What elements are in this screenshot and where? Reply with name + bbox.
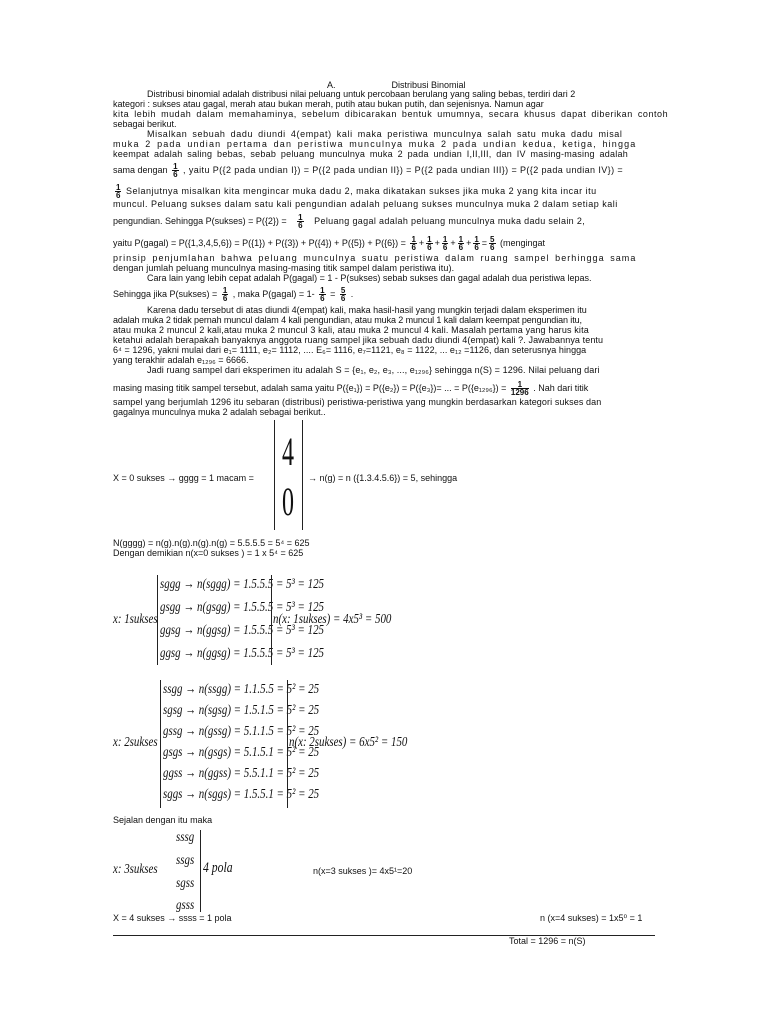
x3-row: sssg	[176, 830, 195, 845]
matrix-right-bracket	[302, 420, 303, 530]
para4-line3: atau muka 2 muncul 2 kali,atau muka 2 muncul 3 kali, atau muka 2 muncul 4 kali. Masalah pertama yang harus kita	[113, 325, 589, 335]
para3-line1: prinsip penjumlahan bahwa peluang munculnya suatu peristiwa dalam ruang sampel berhingga sama	[113, 253, 637, 263]
x1-label: x: 1sukses	[113, 612, 158, 627]
line-sejalan: Sejalan dengan itu maka	[113, 815, 213, 825]
x1-row: ggsg → n(ggsg) = 1.5.5.5 = 5³ = 125	[160, 646, 325, 661]
fraction-one-over-1296: $\frac{1}{1296}$	[510, 380, 529, 397]
para2-line2: muka 2 pada undian pertama dan peristiwa munculnya muka 2 pada undian kedua, ketiga, hingga	[113, 139, 637, 149]
fraction-five-sixths: $\frac{5}{6}$	[490, 235, 495, 252]
line-sehingga: Sehingga jika P(sukses) = $\frac{1}{6}$ , maka P(gagal) = 1- $\frac{1}{6}$ = $\frac{5}{6}$ .	[113, 286, 354, 303]
fraction-one-sixth: $\frac{1}{6}$	[116, 183, 121, 200]
x4-result: n (x=4 sukses) = 1x5⁰ = 1	[540, 913, 643, 923]
line-muncul: muncul. Peluang sukses dalam satu kali pengundian adalah peluang sukses munculnya muka 2 dalam setiap kali	[113, 199, 618, 209]
x3-right-bracket	[200, 830, 201, 912]
para4-line2: adalah muka 2 tidak pernah muncul dalam 4 kali pengundian, atau muka 2 muncul 1 kali dalam keempat pengundian itu,	[113, 315, 582, 325]
x2-right-bracket	[287, 680, 288, 808]
para1-line2: kategori : sukses atau gagal, merah atau bukan merah, putih atau bukan putih, dan sejenisnya. Namun agar	[113, 99, 544, 109]
fraction-one-sixth: $\frac{1}{6}$	[442, 235, 448, 252]
x2-row: sggs → n(sggs) = 1.5.5.1 = 5² = 25	[163, 787, 320, 802]
x2-result: n(x: 2sukses) = 6x5² = 150	[289, 735, 408, 750]
fraction-one-sixth: $\frac{1}{6}$	[458, 235, 464, 252]
para1-line3: kita lebih mudah dalam memahaminya, sebelum dibicarakan bentuk umumnya, secara khusus dapat diberikan contoh	[113, 109, 669, 119]
fraction-one-sixth: $\frac{1}{6}$	[173, 162, 178, 179]
x1-row: ggsg → n(ggsg) = 1.5.5.5 = 5³ = 125	[160, 623, 325, 638]
para3-line2: dengan jumlah peluang munculnya masing-masing titik sampel dalam peristiwa itu).	[113, 263, 455, 273]
x3-row: gsss	[176, 898, 195, 913]
x2-row: sgsg → n(sgsg) = 1.5.1.5 = 5² = 25	[163, 703, 320, 718]
para4-line5: 6⁴ = 1296, yakni mulai dari e₁= 1111, e₂= 1112, .... E₆= 1116, e₇=1121, e₈ = 1122, ... e₁₂ =1126, dan seterusnya hingga	[113, 345, 587, 355]
x3-pola: 4 pola	[203, 860, 233, 876]
x2-row: ssgg → n(ssgg) = 1.1.5.5 = 5² = 25	[163, 682, 320, 697]
para2-line1: Misalkan sebuah dadu diundi 4(empat) kali maka peristiwa munculnya salah satu muka dadu misal	[147, 129, 623, 139]
para1-line1: Distribusi binomial adalah distribusi nilai peluang untuk percobaan berulang yang saling bebas, terdiri dari 2	[147, 89, 576, 99]
x3-result: n(x=3 sukses )= 4x5¹=20	[313, 866, 413, 876]
line-masing-masing: masing masing titik sampel tersebut, adalah sama yaitu P({e₁}) = P({e₂}) = P({e₃})= ... = P({e₁₂₉₆}) = $\frac{1}{1296}$ . Nah dari titik	[113, 380, 589, 397]
x1-left-bracket	[157, 575, 158, 665]
para4-line1: Karena dadu tersebut di atas diundi 4(empat) kali, maka hasil-hasil yang mungkin terjadi dalam eksperimen itu	[147, 305, 587, 315]
total-line: Total = 1296 = n(S)	[509, 936, 586, 946]
line-dengan-demikian: Dengan demikian n(x=0 sukses ) = 1 x 5⁴ = 625	[113, 548, 304, 558]
x1-right-bracket	[271, 575, 272, 665]
matrix-left-bracket	[274, 420, 275, 530]
binom-top: 4	[282, 429, 294, 474]
fraction-one-sixth: $\frac{1}{6}$	[474, 235, 479, 252]
line-jadi: Jadi ruang sampel dari eksperimen itu adalah S = {e₁, e₂, e₃, ..., e₁₂₉₆} sehingga n(S) = 1296. Nilai peluang dari	[147, 365, 600, 375]
para5-line2: gagalnya munculnya muka 2 adalah sebagai berikut..	[113, 407, 326, 417]
x3-row: ssgs	[176, 853, 195, 868]
fraction-five-sixths: $\frac{5}{6}$	[340, 286, 346, 303]
line-ngggg: N(gggg) = n(g).n(g).n(g).n(g) = 5.5.5.5 = 5⁴ = 625	[113, 538, 310, 548]
x0-result: → n(g) = n ({1.3.4.5.6}) = 5, sehingga	[308, 473, 458, 483]
para5-line1: sampel yang berjumlah 1296 itu sebaran (distribusi) peristiwa-peristiwa yang mungkin berdasarkan kategori sukses dan	[113, 397, 602, 407]
x0-label: X = 0 sukses → gggg = 1 macam =	[113, 473, 254, 483]
fraction-one-sixth: $\frac{1}{6}$	[222, 286, 228, 303]
heading-letter: A.	[327, 80, 336, 90]
fraction-one-sixth: $\frac{1}{6}$	[427, 235, 432, 252]
line-pengundian: pengundian. Sehingga P(sukses) = P({2}) = $\frac{1}{6}$ Peluang gagal adalah peluang munculnya muka dadu selain 2,	[113, 213, 586, 230]
x3-label: x: 3sukses	[113, 862, 158, 877]
para4-line4: ketahui adalah berapakah banyaknya anggota ruang sampel jika sebuah dadu diundi 4(empat) kali ?. Jawabannya tentu	[113, 335, 604, 345]
fraction-one-sixth: $\frac{1}{6}$	[320, 286, 325, 303]
x2-row: gsgs → n(gsgs) = 5.1.5.1 = 5² = 25	[163, 745, 320, 760]
x2-left-bracket	[160, 680, 161, 808]
line-yaitu-gagal: yaitu P(gagal) = P({1,3,4,5,6}) = P({1}) + P({3}) + P({4}) + P({5}) + P({6}) = $\frac{1}{6}$ + $\frac{1}{6}$ + $\frac{1}{6}$ + $\frac{1}{6}$ + $\frac{1}{6}$ = $\frac{5}{6}$ (mengingat	[113, 235, 546, 252]
line-selanjutnya: $\frac{1}{6}$ Selanjutnya misalkan kita mengincar muka dadu 2, maka dikatakan sukses jika muka 2 yang kita incar itu	[116, 183, 597, 200]
x4-label: X = 4 sukses → ssss = 1 pola	[113, 913, 232, 923]
fraction-one-sixth: $\frac{1}{6}$	[298, 213, 303, 230]
line-sama-dengan: sama dengan $\frac{1}{6}$ , yaitu P({2 pada undian I}) = P({2 pada undian II}) = P({2 pada undian III}) = P({2 pada undian IV}) =	[113, 162, 624, 179]
x1-row: sggg → n(sggg) = 1.5.5.5 = 5³ = 125	[160, 577, 325, 592]
x1-row: gsgg → n(gsgg) = 1.5.5.5 = 5³ = 125	[160, 600, 325, 615]
x2-label: x: 2sukses	[113, 735, 158, 750]
heading-title: Distribusi Binomial	[391, 80, 466, 90]
binom-bottom: 0	[282, 479, 294, 524]
fraction-one-sixth: $\frac{1}{6}$	[411, 235, 416, 252]
x3-row: sgss	[176, 876, 195, 891]
para1-line4: sebagai berikut.	[113, 119, 177, 129]
x1-result: n(x: 1sukses) = 4x5³ = 500	[273, 612, 392, 627]
para4-line6: yang terakhir adalah e₁₂₉₆ = 6666.	[113, 355, 249, 365]
line-cara-lain: Cara lain yang lebih cepat adalah P(gagal) = 1 - P(sukses) sebab sukses dan gagal adalah dua peristiwa lepas.	[147, 273, 592, 283]
x2-row: ggss → n(ggss) = 5.5.1.1 = 5² = 25	[163, 766, 320, 781]
x2-row: gssg → n(gssg) = 5.1.1.5 = 5² = 25	[163, 724, 320, 739]
para2-line3: keempat adalah saling bebas, sebab peluang munculnya muka 2 pada undian I,II,III, dan IV masing-masing adalah	[113, 149, 629, 159]
